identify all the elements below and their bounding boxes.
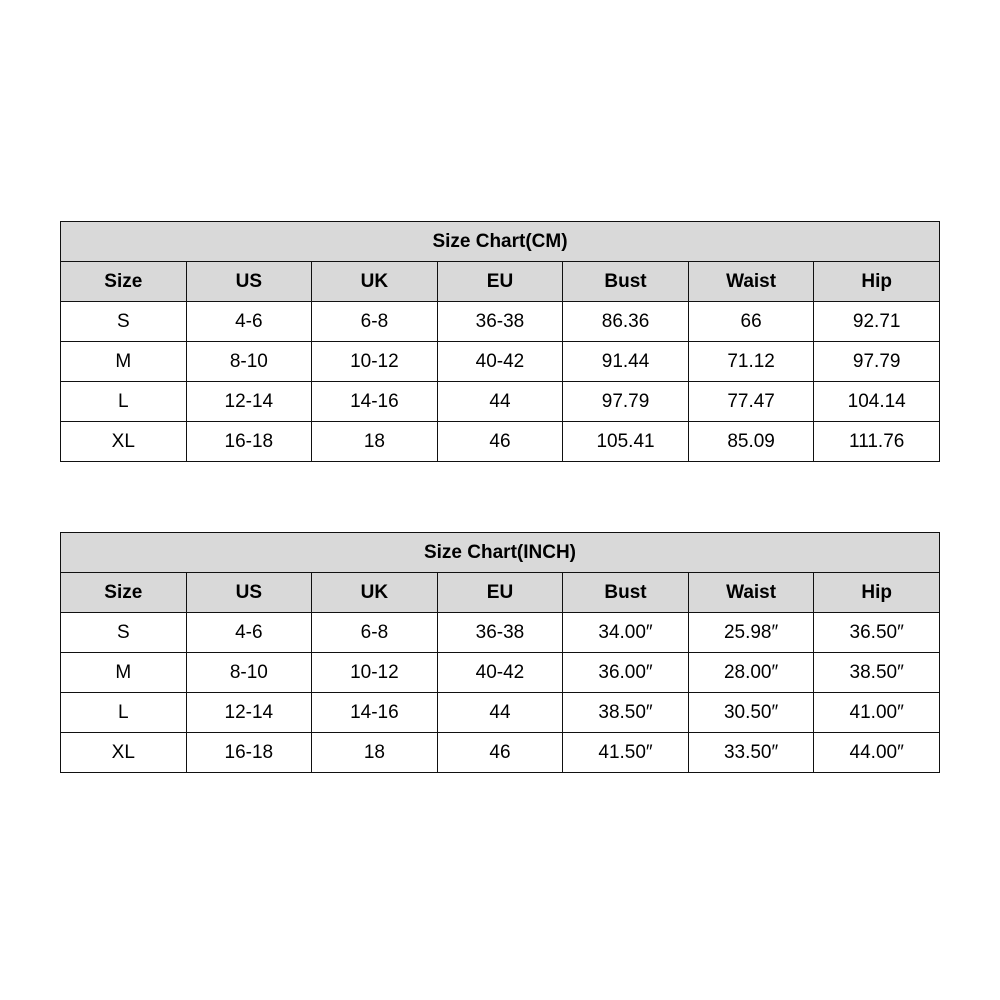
cell-eu: 46 (437, 733, 563, 773)
cell-hip: 38.50″ (814, 653, 940, 693)
cell-hip: 111.76 (814, 422, 940, 462)
cell-waist: 66 (688, 302, 814, 342)
cell-size: S (61, 613, 187, 653)
cell-eu: 40-42 (437, 653, 563, 693)
cell-uk: 6-8 (312, 613, 438, 653)
cell-hip: 36.50″ (814, 613, 940, 653)
table-row (61, 733, 940, 773)
cell-eu: 44 (437, 382, 563, 422)
cell-waist: 30.50″ (688, 693, 814, 733)
column-header-waist: Waist (688, 262, 814, 302)
column-header-us: US (186, 573, 312, 613)
table-row (61, 422, 940, 462)
cell-bust: 38.50″ (563, 693, 689, 733)
column-header-size: Size (61, 262, 187, 302)
cell-hip: 97.79 (814, 342, 940, 382)
cell-uk: 14-16 (312, 693, 438, 733)
cell-bust: 91.44 (563, 342, 689, 382)
column-header-uk: UK (312, 262, 438, 302)
cell-bust: 97.79 (563, 382, 689, 422)
cell-us: 4-6 (186, 613, 312, 653)
column-header-waist: Waist (688, 573, 814, 613)
column-header-size: Size (61, 573, 187, 613)
cell-size: M (61, 342, 187, 382)
cell-uk: 10-12 (312, 342, 438, 382)
size-chart-cm-table (60, 221, 940, 462)
cell-eu: 46 (437, 422, 563, 462)
table-row (61, 302, 940, 342)
cell-bust: 105.41 (563, 422, 689, 462)
cell-bust: 41.50″ (563, 733, 689, 773)
table-header-row (61, 573, 940, 613)
size-chart-inch-table (60, 532, 940, 773)
table-title: Size Chart(INCH) (61, 533, 940, 573)
cell-us: 8-10 (186, 653, 312, 693)
table-row (61, 653, 940, 693)
cell-size: XL (61, 733, 187, 773)
column-header-eu: EU (437, 262, 563, 302)
column-header-bust: Bust (563, 573, 689, 613)
cell-eu: 40-42 (437, 342, 563, 382)
column-header-eu: EU (437, 573, 563, 613)
cell-hip: 104.14 (814, 382, 940, 422)
cell-size: L (61, 382, 187, 422)
cell-uk: 6-8 (312, 302, 438, 342)
cell-waist: 77.47 (688, 382, 814, 422)
table-title-row (61, 533, 940, 573)
cell-uk: 14-16 (312, 382, 438, 422)
cell-size: XL (61, 422, 187, 462)
cell-bust: 86.36 (563, 302, 689, 342)
table-title-row (61, 222, 940, 262)
cell-us: 8-10 (186, 342, 312, 382)
column-header-hip: Hip (814, 262, 940, 302)
column-header-hip: Hip (814, 573, 940, 613)
table-header-row (61, 262, 940, 302)
cell-us: 12-14 (186, 693, 312, 733)
cell-size: M (61, 653, 187, 693)
cell-waist: 71.12 (688, 342, 814, 382)
cell-us: 4-6 (186, 302, 312, 342)
cell-eu: 44 (437, 693, 563, 733)
cell-bust: 36.00″ (563, 653, 689, 693)
column-header-uk: UK (312, 573, 438, 613)
cell-waist: 28.00″ (688, 653, 814, 693)
cell-uk: 10-12 (312, 653, 438, 693)
cell-hip: 44.00″ (814, 733, 940, 773)
cell-waist: 25.98″ (688, 613, 814, 653)
table-title: Size Chart(CM) (61, 222, 940, 262)
cell-hip: 41.00″ (814, 693, 940, 733)
table-row (61, 693, 940, 733)
cell-hip: 92.71 (814, 302, 940, 342)
cell-size: L (61, 693, 187, 733)
cell-waist: 85.09 (688, 422, 814, 462)
cell-waist: 33.50″ (688, 733, 814, 773)
cell-uk: 18 (312, 733, 438, 773)
column-header-us: US (186, 262, 312, 302)
cell-eu: 36-38 (437, 302, 563, 342)
table-row (61, 382, 940, 422)
cell-eu: 36-38 (437, 613, 563, 653)
cell-size: S (61, 302, 187, 342)
cell-bust: 34.00″ (563, 613, 689, 653)
cell-us: 12-14 (186, 382, 312, 422)
cell-us: 16-18 (186, 422, 312, 462)
table-row (61, 613, 940, 653)
cell-uk: 18 (312, 422, 438, 462)
cell-us: 16-18 (186, 733, 312, 773)
table-row (61, 342, 940, 382)
column-header-bust: Bust (563, 262, 689, 302)
